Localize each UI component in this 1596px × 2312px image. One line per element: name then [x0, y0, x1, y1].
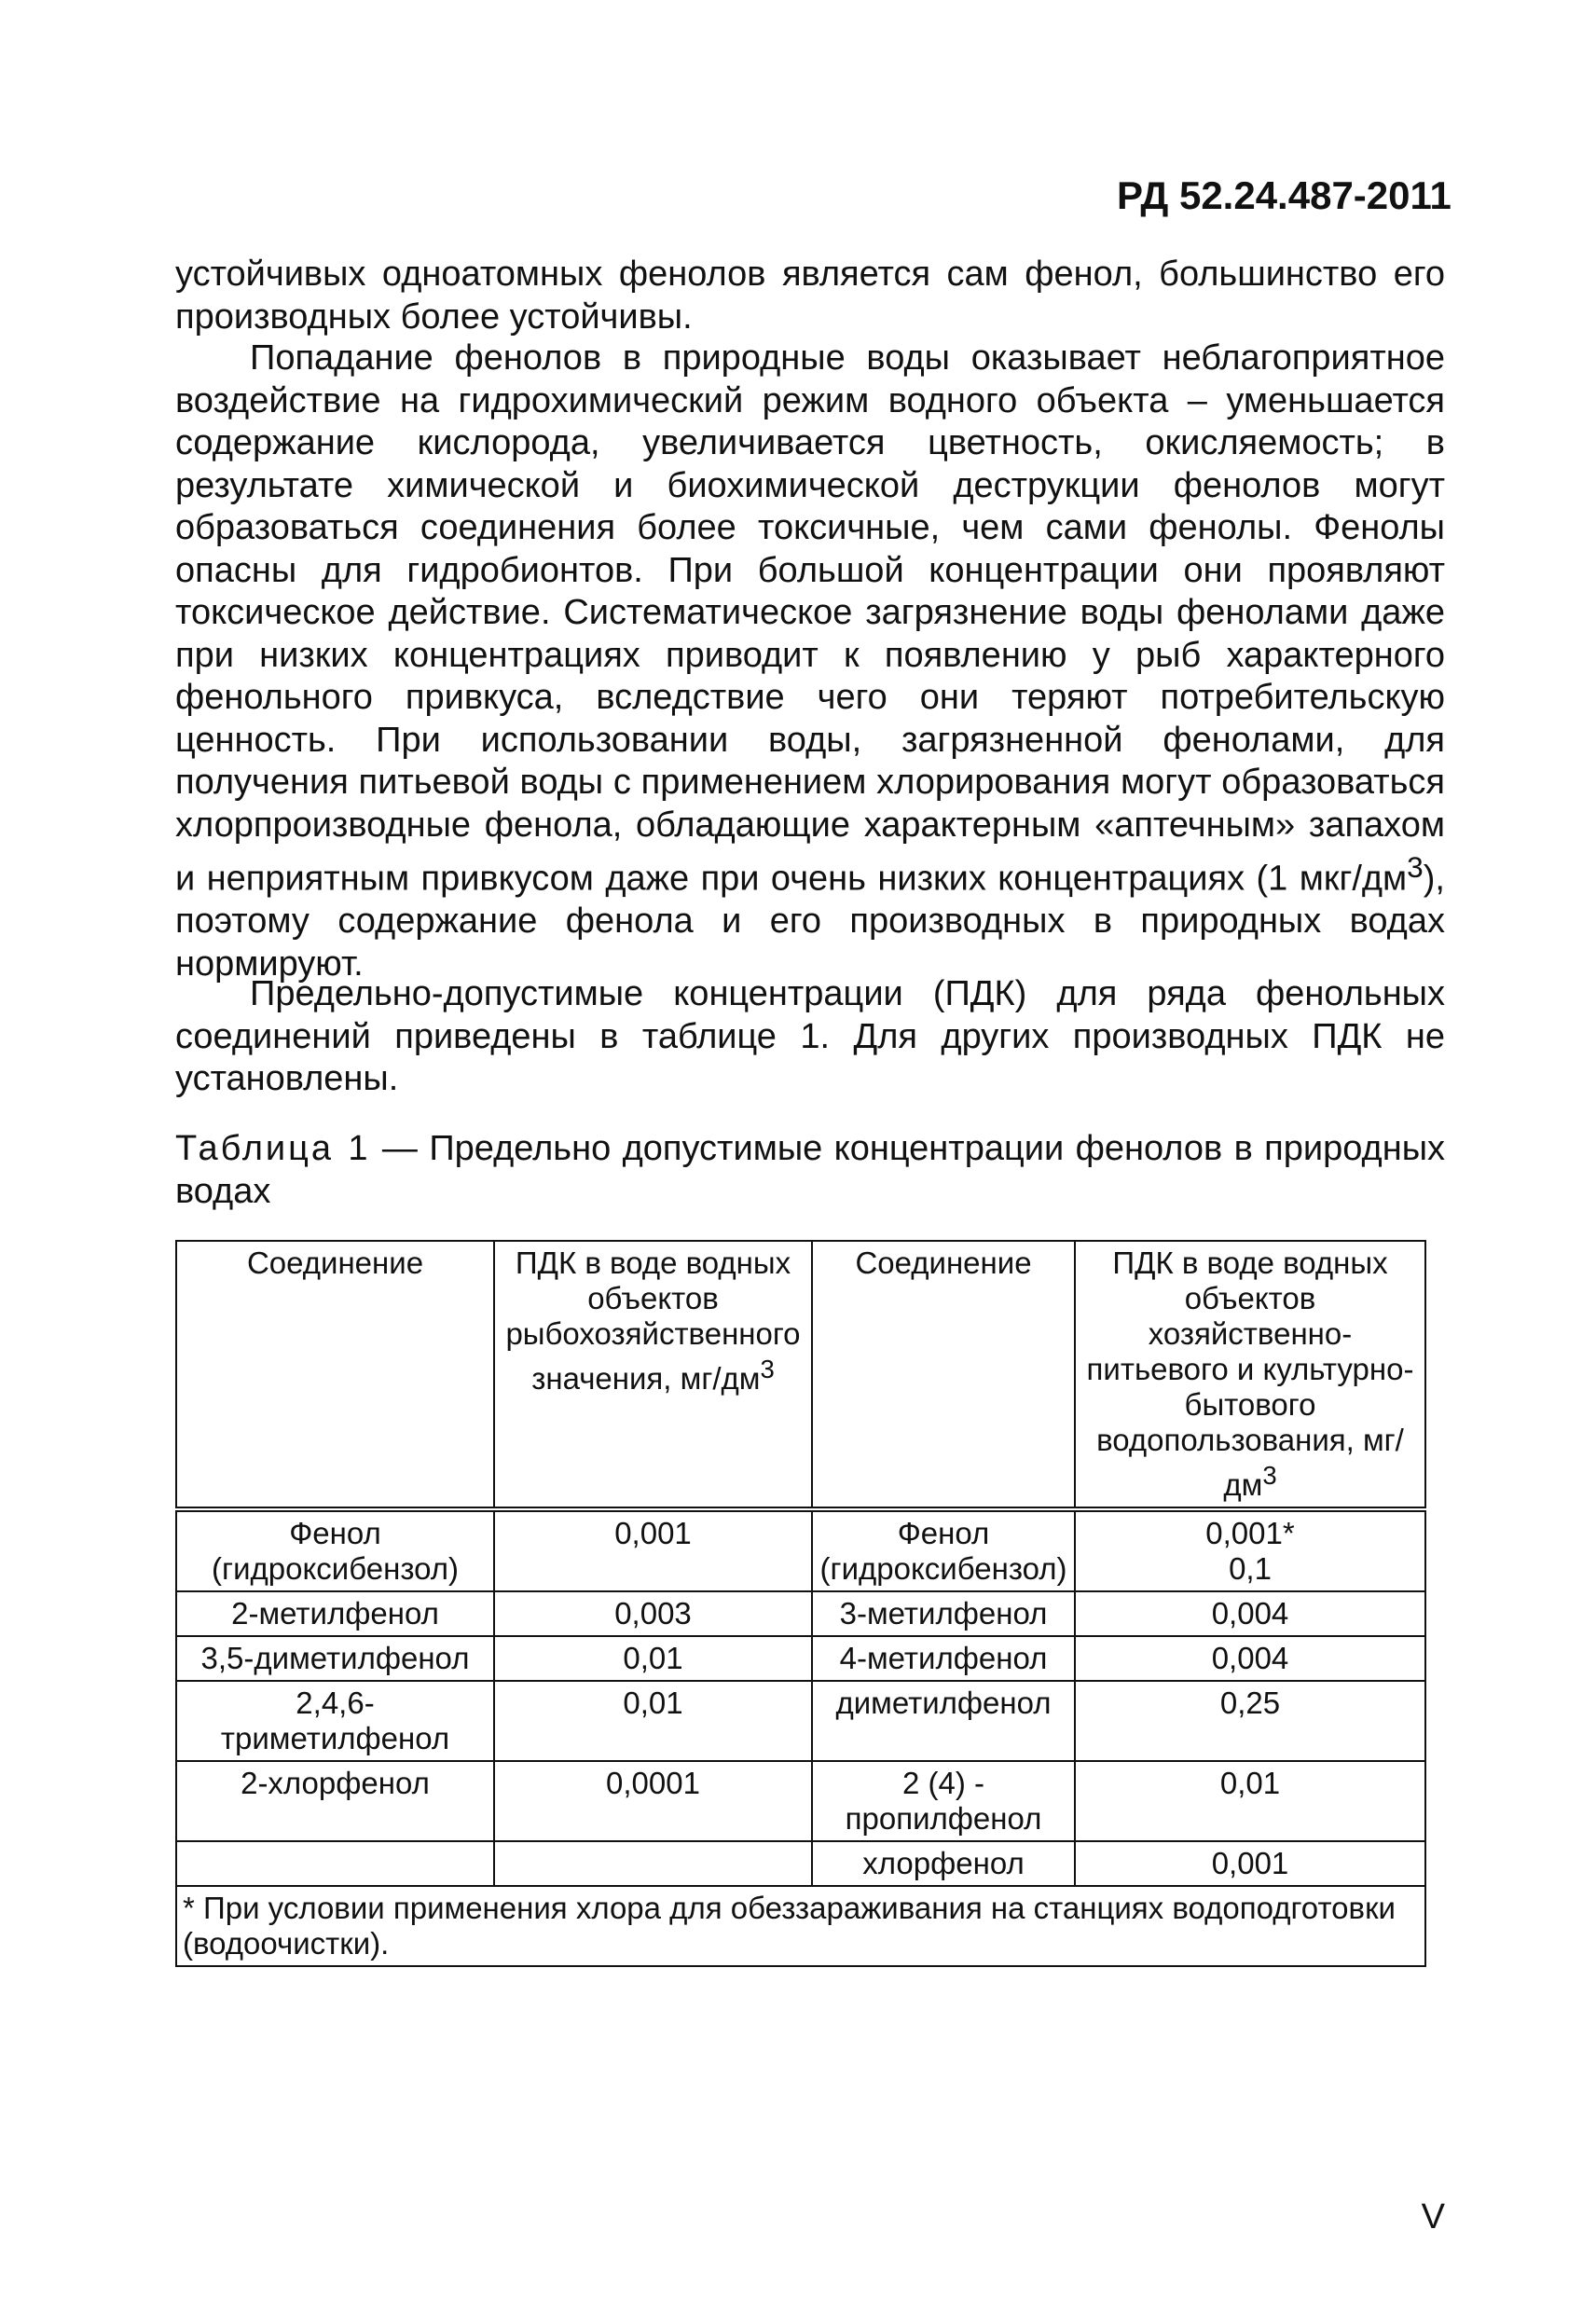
header-compound-2: Соединение: [812, 1241, 1075, 1509]
row-5-compound-1: 2-хлорфенол: [176, 1761, 494, 1841]
header-pdk-household-sup: 3: [1262, 1461, 1277, 1490]
paragraph-2: [175, 337, 1445, 985]
row-5-pdk-household: 0,01: [1075, 1761, 1425, 1841]
document-code: РД 52.24.487-2011: [1117, 173, 1452, 217]
table-header-row: [176, 1241, 1425, 1509]
table-caption-text: — Предельно допустимые концентрации фенолов в природных водах: [175, 1129, 1446, 1211]
paragraph-2-text-end: ), поэтому содержание фенола и его производных в природных водах нормируют.: [175, 859, 1445, 984]
table-row: [176, 1591, 1425, 1636]
row-2-pdk-fishery: 0,003: [494, 1591, 812, 1636]
table-row: [176, 1841, 1425, 1886]
table-caption: [175, 1128, 1445, 1213]
row-4-compound-1: 2,4,6-триметилфенол: [176, 1681, 494, 1761]
header-pdk-fishery-sup: 3: [760, 1355, 775, 1383]
row-6-compound-2: хлорфенол: [812, 1841, 1075, 1886]
table-row: [176, 1636, 1425, 1681]
row-3-compound-2: 4-метилфенол: [812, 1636, 1075, 1681]
header-compound-1: Соединение: [176, 1241, 494, 1509]
row-4-compound-2: диметилфенол: [812, 1681, 1075, 1761]
table-caption-label: Таблица 1: [175, 1129, 371, 1168]
row-3-pdk-fishery: 0,01: [494, 1636, 812, 1681]
row-3-compound-1: 3,5-диметилфенол: [176, 1636, 494, 1681]
row-1-pdk-household: [1075, 1509, 1425, 1591]
row-1-compound-1: Фенол (гидроксибензол): [176, 1509, 494, 1591]
row-5-pdk-fishery: 0,0001: [494, 1761, 812, 1841]
pdk-table: [175, 1240, 1426, 1967]
row-1-compound-2: Фенол (гидроксибензол): [812, 1509, 1075, 1591]
table-row: [176, 1761, 1425, 1841]
table-footnote: * При условии применения хлора для обеззараживания на станциях водоподготовки (водоочистки).: [176, 1886, 1425, 1966]
paragraph-3: Предельно-допустимые концентрации (ПДК) для ряда фенольных соединений приведены в таблице 1. Для других производных ПДК не установлены.: [175, 974, 1445, 1098]
header-pdk-household: [1075, 1241, 1425, 1509]
page-number: V: [1421, 2197, 1445, 2236]
row-2-compound-2: 3-метилфенол: [812, 1591, 1075, 1636]
superscript-3: 3: [1407, 850, 1424, 884]
table-footnote-row: [176, 1886, 1425, 1966]
row-6-compound-1: [176, 1841, 494, 1886]
row-1-pdk-household-value-b: 0,1: [1229, 1551, 1272, 1586]
header-pdk-fishery: [494, 1241, 812, 1509]
paragraph-2-text: Попадание фенолов в природные воды оказывает неблагоприятное воздействие на гидрохимический режим водного объекта – уменьшается содержание кислорода, увеличивается цветность, окисляемость; в результате химической и биохимической деструкции фенолов могут образоваться соединения более токсичные, чем сами фенолы. Фенолы опасны для гидробионтов. При большой концентрации они проявляют токсическое действие. Систематическое загрязнение воды фенолами даже при низких концентрациях приводит к появлению у рыб характерного фенольного привкуса, вследствие чего они теряют потребительскую ценность. При использовании воды, загрязненной фенолами, для получения питьевой воды с применением хлорирования могут образоваться хлорпроизводные фенола, обладающие характерным «аптечным» запахом и неприятным привкусом даже при очень низких концентрациях (1 мкг/дм: [175, 338, 1445, 899]
table-row: [176, 1681, 1425, 1761]
row-3-pdk-household: 0,004: [1075, 1636, 1425, 1681]
paragraph-1: устойчивых одноатомных фенолов является сам фенол, большинство его производных более устойчивы.: [175, 255, 1445, 337]
header-pdk-household-text: ПДК в воде водных объектов хозяйственно-питьевого и культурно-бытового водопользования, мг/дм: [1086, 1245, 1414, 1502]
row-2-pdk-household: 0,004: [1075, 1591, 1425, 1636]
row-4-pdk-fishery: 0,01: [494, 1681, 812, 1761]
row-6-pdk-household: 0,001: [1075, 1841, 1425, 1886]
row-5-compound-2: 2 (4) - пропилфенол: [812, 1761, 1075, 1841]
table-row: [176, 1509, 1425, 1591]
row-1-pdk-household-value-a: 0,001*: [1205, 1516, 1295, 1550]
row-1-pdk-fishery: 0,001: [494, 1509, 812, 1591]
row-2-compound-1: 2-метилфенол: [176, 1591, 494, 1636]
row-6-pdk-fishery: [494, 1841, 812, 1886]
header-pdk-fishery-text: ПДК в воде водных объектов рыбохозяйственного значения, мг/дм: [505, 1245, 801, 1396]
row-4-pdk-household: 0,25: [1075, 1681, 1425, 1761]
